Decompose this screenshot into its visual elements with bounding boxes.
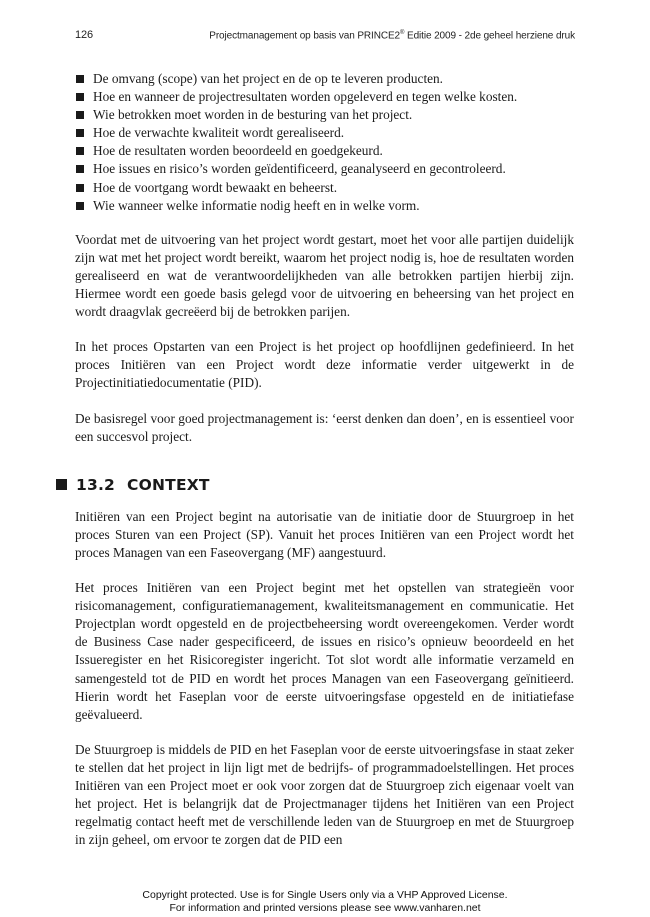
paragraph-context-intro: Initiëren van een Project begint na autorisatie van de initiatie door de Stuurgroep in het proces Sturen van een Project (SP). Vanuit het proces Initiëren van een Project wordt het proces Managen van een Faseovergang (MF) aangestuurd. [75,508,574,560]
footer-info-line: For information and printed versions please see www.vanharen.net [169,901,481,914]
list-item-text: Hoe de voortgang wordt bewaakt en beheerst. [93,179,338,195]
paragraph-basic-rule: De basisregel voor goed projectmanagement is: ‘eerst denken dan doen’, en is essentieel voor een succesvol project. [75,410,574,444]
bullet-square-icon [76,111,84,119]
running-title [209,30,575,41]
list-item [75,124,574,142]
list-item [75,142,574,160]
list-item [75,197,574,215]
paragraph-startup: In het proces Opstarten van een Project is het project op hoofdlijnen gedefinieerd. In het proces Initiëren van een Project wordt deze informatie verder uitgewerkt in de Projectinitiatiedocumentatie (PID). [75,339,574,391]
section-title: CONTEXT [127,475,210,494]
footer-license-line: Copyright protected. Use is for Single Users only via a VHP Approved License. [142,889,508,901]
registered-mark: ® [400,29,405,36]
list-item-text: Wie wanneer welke informatie nodig heeft en in welke vorm. [93,197,420,213]
list-item-text: Hoe de verwachte kwaliteit wordt gerealiseerd. [93,125,345,141]
bullet-list [75,70,574,215]
page-number: 126 [75,29,94,41]
bullet-square-icon [76,202,84,210]
list-item [75,179,574,197]
list-item-text: Wie betrokken moet worden in de besturing van het project. [93,107,413,123]
section-heading [56,476,555,494]
list-item-text: Hoe de resultaten worden beoordeeld en goedgekeurd. [93,143,383,159]
bullet-square-icon [76,184,84,192]
bullet-square-icon [76,129,84,137]
list-item [75,160,574,178]
paragraph-preparation: Voordat met de uitvoering van het project wordt gestart, moet het voor alle partijen duidelijk zijn wat met het project wordt bereikt, waarom het project nodig is, hoe de resultaten worden gerealiseerd en wat de verantwoordelijkheden van alle betrokken partijen hierbij zijn. Hiermee wordt een goede basis gelegd voor de uitvoering en beheersing van het project en wordt draagvlak gecreëerd bij de betrokken parijen. [75,231,574,320]
bullet-square-icon [76,93,84,101]
bullet-square-icon [76,75,84,83]
running-title-main: Projectmanagement op basis van PRINCE2 [209,30,400,41]
copyright-footer [0,889,650,914]
list-item-text: Hoe en wanneer de projectresultaten worden opgeleverd en tegen welke kosten. [93,89,518,105]
heading-square-icon [56,479,67,490]
list-item [75,106,574,124]
paragraph-context-process: Het proces Initiëren van een Project begint met het opstellen van strategieën voor risicomanagement, configuratiemanagement, kwaliteitsmanagement en communicatie. Het Projectplan wordt opgesteld en de projectbeheersing wordt overeengekomen. Verder wordt de Business Case nader gespecificeerd, de issues en risico’s opnieuw beoordeeld en het Issueregister en het Risicoregister ingericht. Tot slot wordt alle informatie verzameld en samengesteld tot de PID en wordt het proces Managen van een Faseovergang geïnitieerd. Hierin wordt het Faseplan voor de eerste uitvoeringsfase opgesteld en de initiatiefase geëvalueerd. [75,580,574,722]
list-item-text: De omvang (scope) van het project en de op te leveren producten. [93,71,444,86]
running-header [75,29,575,41]
body-text [75,70,574,849]
list-item [75,70,574,88]
bullet-square-icon [76,147,84,155]
list-item [75,88,574,106]
list-item-text: Hoe issues en risico’s worden geïdentificeerd, geanalyseerd en gecontroleerd. [93,161,506,177]
running-title-edition: Editie 2009 - 2de geheel herziene druk [404,30,575,41]
paragraph-context-board: De Stuurgroep is middels de PID en het Faseplan voor de eerste uitvoeringsfase in staat zeker te stellen dat het project in lijn ligt met de bedrijfs- of programmadoelstellingen. Het proces Initiëren van een Project moet er ook voor zorgen dat de Stuurgroep zich eigenaar voelt van het project. Het is belangrijk dat de Projectmanager tijdens het Initiëren van een Project regelmatig contact heeft met de verschillende leden van de Stuurgroep en met de Stuurgroep in zijn geheel, om ervoor te zorgen dat de PID een [75,741,574,848]
section-number: 13.2 [76,475,116,494]
bullet-square-icon [76,165,84,173]
